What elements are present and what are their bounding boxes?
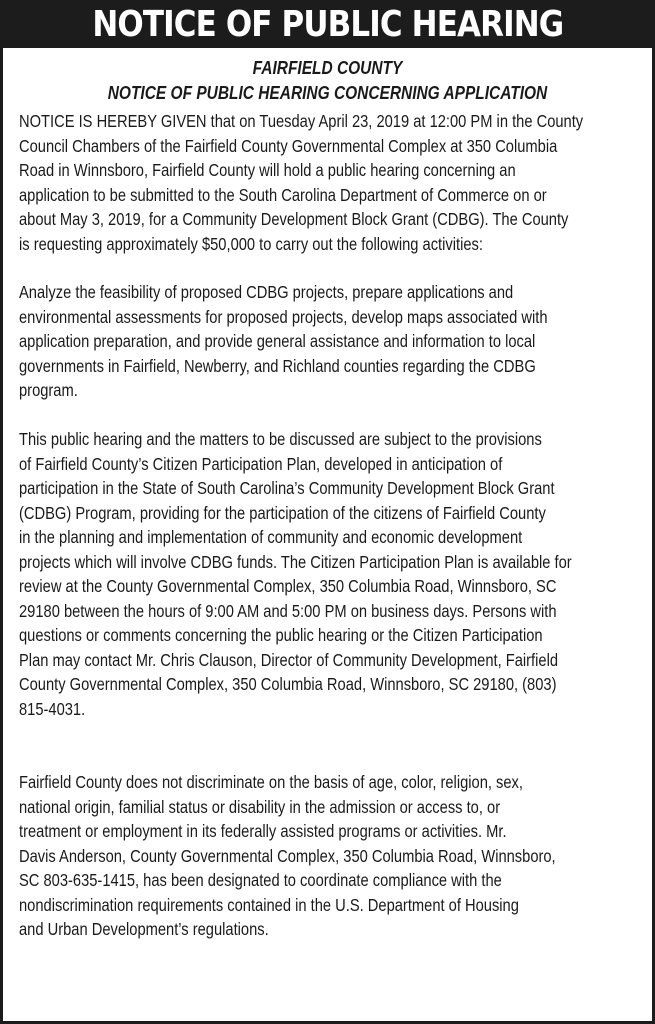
text-line: SC 803-635-1415, has been designated to coordinate compliance with the xyxy=(19,870,502,890)
text-line: nondiscrimination requirements contained in the U.S. Department of Housing xyxy=(19,894,519,915)
text-line: Davis Anderson, County Governmental Complex, 350 Columbia Road, Winnsboro, xyxy=(19,845,556,866)
notice-body xyxy=(3,109,652,942)
text-line: (CDBG) Program, providing for the participation of the citizens of Fairfield County xyxy=(19,502,546,523)
text-line: Fairfield County does not discriminate on the basis of age, color, religion, sex, xyxy=(19,772,523,792)
text-line: This public hearing and the matters to be discussed are subject to the provisions xyxy=(19,429,542,449)
text-line: Analyze the feasibility of proposed CDBG projects, prepare applications and xyxy=(19,282,514,302)
text-line: NOTICE IS HEREBY GIVEN that on Tuesday April 23, 2019 at 12:00 PM in the County xyxy=(19,111,584,131)
text-line: is requesting approximately $50,000 to carry out the following activities: xyxy=(19,233,483,254)
text-line: Plan may contact Mr. Chris Clauson, Director of Community Development, Fairfield xyxy=(19,649,559,670)
paragraph-activities xyxy=(19,280,638,403)
paragraph-citizen-participation xyxy=(19,427,638,746)
text-line: program. xyxy=(19,380,78,400)
text-line: application to be submitted to the South Carolina Department of Commerce on or xyxy=(19,184,547,205)
county-heading: FAIRFIELD COUNTY xyxy=(252,58,403,78)
text-line: governments in Fairfield, Newberry, and Richland counties regarding the CDBG xyxy=(19,355,536,376)
text-line: treatment or employment in its federally assisted programs or activities. Mr. xyxy=(19,821,507,841)
text-line: about May 3, 2019, for a Community Development Block Grant (CDBG). The County xyxy=(19,209,569,229)
text-line: environmental assessments for proposed projects, develop maps associated with xyxy=(19,306,548,327)
notice-banner xyxy=(0,0,655,48)
text-line: Road in Winnsboro, Fairfield County will hold a public hearing concerning an xyxy=(19,160,516,180)
notice-subtitle: NOTICE OF PUBLIC HEARING CONCERNING APPLICATION xyxy=(107,83,548,103)
text-line: review at the County Governmental Complex, 350 Columbia Road, Winnsboro, SC xyxy=(19,576,557,596)
text-line: questions or comments concerning the public hearing or the Citizen Participation xyxy=(19,625,543,645)
text-line: 29180 between the hours of 9:00 AM and 5:00 PM on business days. Persons with xyxy=(19,600,557,621)
paragraph-hearing-details xyxy=(19,109,638,256)
text-line: of Fairfield County’s Citizen Participation Plan, developed in anticipation of xyxy=(19,453,503,474)
paragraph-nondiscrimination xyxy=(19,770,638,942)
text-line: application preparation, and provide general assistance and information to local xyxy=(19,331,536,351)
text-line: 815-4031. xyxy=(19,698,86,719)
banner-title: NOTICE OF PUBLIC HEARING xyxy=(91,3,564,45)
text-line: County Governmental Complex, 350 Columbia Road, Winnsboro, SC 29180, (803) xyxy=(19,674,557,694)
text-line: participation in the State of South Carolina’s Community Development Block Grant xyxy=(19,478,555,498)
text-line: projects which will involve CDBG funds. The Citizen Participation Plan is available for xyxy=(19,551,572,572)
text-line: Council Chambers of the Fairfield County Governmental Complex at 350 Columbia xyxy=(19,135,558,156)
text-line: and Urban Development’s regulations. xyxy=(19,919,269,939)
text-line: in the planning and implementation of community and economic development xyxy=(19,527,523,547)
text-line: national origin, familial status or disability in the admission or access to, or xyxy=(19,796,501,817)
